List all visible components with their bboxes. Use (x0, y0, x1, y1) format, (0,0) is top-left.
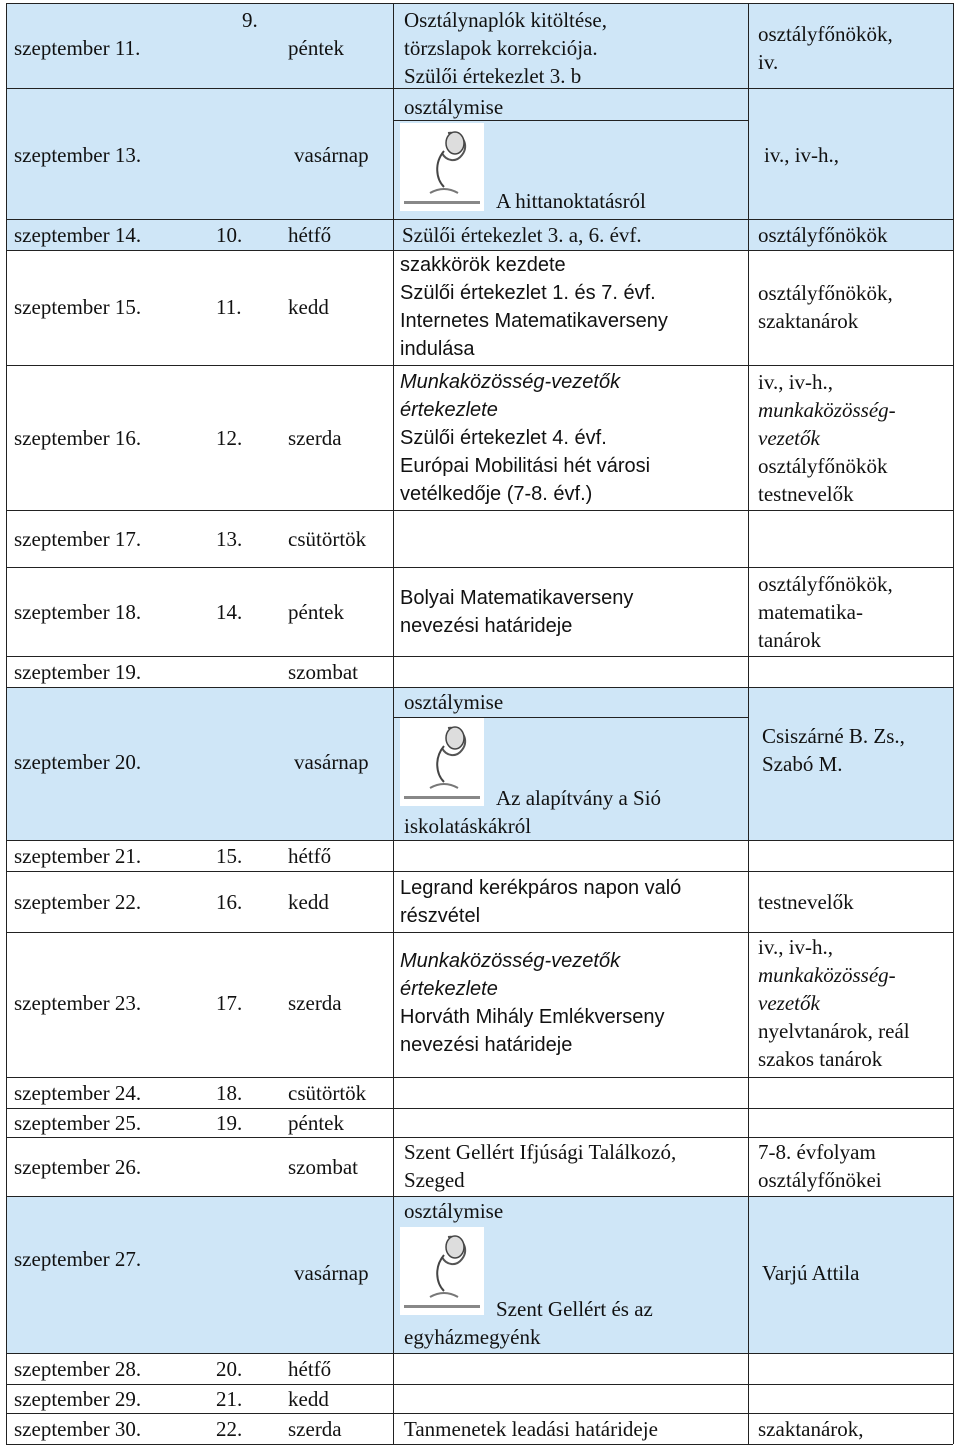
event-line: Szülői értekezlet 1. és 7. évf. (400, 282, 656, 304)
responsible-line: vezetők (758, 426, 820, 450)
table-row (6, 568, 953, 656)
weekday-cell: péntek (288, 600, 344, 624)
responsible-line: iv., iv-h., (758, 935, 834, 959)
table-row (6, 4, 953, 88)
responsible-line: munkaközösség- (758, 398, 896, 422)
day-number: 18. (216, 1081, 243, 1105)
event-line: Legrand kerékpáros napon való (400, 877, 682, 899)
weekday-cell: szerda (288, 426, 342, 450)
responsible-line: osztályfőnökei (758, 1168, 882, 1192)
day-number: 11. (216, 295, 242, 319)
weekday-cell: vasárnap (294, 143, 369, 167)
date-cell: szeptember 15. (14, 295, 142, 319)
table-row (6, 1385, 953, 1413)
day-number: 16. (216, 890, 243, 914)
event-line: Európai Mobilitási hét városi (400, 455, 651, 477)
table-row (6, 841, 953, 871)
responsible-cell: Varjú Attila (762, 1261, 860, 1285)
table-row (6, 1197, 953, 1353)
weekday-cell: kedd (288, 295, 329, 319)
table-row (6, 933, 953, 1077)
event-line: szakkörök kezdete (400, 254, 566, 276)
responsible-cell: szaktanárok, (758, 1417, 864, 1441)
table-row (6, 511, 953, 567)
day-number: 22. (216, 1417, 243, 1441)
responsible-cell (758, 368, 955, 508)
date-cell: szeptember 14. (14, 223, 142, 247)
event-line: Bolyai Matematikaverseny (400, 587, 634, 609)
responsible-line: osztályfőnökök, (758, 572, 893, 596)
date-cell: szeptember 29. (14, 1387, 142, 1411)
responsible-line: szakos tanárok (758, 1047, 883, 1071)
date-cell: szeptember 25. (14, 1111, 142, 1135)
date-cell: szeptember 30. (14, 1417, 142, 1441)
date-cell: szeptember 18. (14, 600, 142, 624)
day-number: 17. (216, 991, 243, 1015)
event-line: törzslapok korrekciója. (404, 36, 598, 60)
event-line: értekezlete (400, 978, 498, 1000)
event-line: nevezési határideje (400, 1034, 573, 1056)
responsible-cell: iv., iv-h., (764, 143, 840, 167)
event-line: indulása (400, 338, 475, 360)
event-line: nevezési határideje (400, 615, 573, 637)
day-number: 20. (216, 1357, 243, 1381)
table-row (6, 366, 953, 510)
event-line: értekezlete (400, 399, 498, 421)
day-number: 13. (216, 527, 243, 551)
weekday-cell: kedd (288, 1387, 329, 1411)
event-caption-continued: iskolatáskákról (404, 814, 532, 838)
event-line: Munkaközösség-vezetők (400, 950, 621, 972)
date-cell: szeptember 21. (14, 844, 142, 868)
weekday-cell: szerda (288, 1417, 342, 1441)
table-row (6, 1138, 953, 1196)
event-heading: osztálymise (404, 690, 504, 714)
responsible-line: osztályfőnökök (758, 454, 888, 478)
event-caption-continued: egyházmegyénk (404, 1325, 541, 1349)
table-row (6, 1078, 953, 1108)
table-row (6, 657, 953, 687)
weekday-cell: szombat (288, 1155, 358, 1179)
responsible-line: Szabó M. (762, 752, 843, 776)
date-cell: szeptember 22. (14, 890, 142, 914)
event-cell: Szülői értekezlet 3. a, 6. évf. (402, 223, 642, 247)
event-caption: Szent Gellért és az (496, 1297, 653, 1321)
responsible-line: matematika- (758, 600, 863, 624)
event-cell (400, 368, 752, 508)
date-cell: szeptember 13. (14, 143, 142, 167)
event-caption: Az alapítvány a Sió (496, 786, 662, 810)
event-line: Szülői értekezlet 3. b (404, 64, 582, 88)
table-row (6, 251, 953, 365)
day-number: 12. (216, 426, 243, 450)
responsible-line: vezetők (758, 991, 820, 1015)
responsible-line: testnevelők (758, 482, 854, 506)
responsible-line: 7-8. évfolyam (758, 1140, 876, 1164)
event-line: Szeged (404, 1168, 465, 1192)
day-number: 10. (216, 223, 243, 247)
table-row (6, 1414, 953, 1444)
weekday-cell: péntek (288, 1111, 344, 1135)
responsible-line: munkaközösség- (758, 963, 896, 987)
weekday-cell: szerda (288, 991, 342, 1015)
table-row (6, 1354, 953, 1384)
responsible-line: osztályfőnökök, (758, 22, 893, 46)
table-row (6, 688, 953, 840)
date-cell: szeptember 16. (14, 426, 142, 450)
responsible-line: nyelvtanárok, reál (758, 1019, 910, 1043)
weekday-cell: csütörtök (288, 1081, 367, 1105)
responsible-line: szaktanárok (758, 309, 859, 333)
event-cell (404, 6, 756, 90)
date-cell: szeptember 19. (14, 660, 142, 684)
weekday-cell: hétfő (288, 844, 332, 868)
table-row (6, 872, 953, 932)
weekday-cell: kedd (288, 890, 329, 914)
event-cell (400, 251, 752, 363)
weekday-cell: hétfő (288, 223, 332, 247)
table-row (6, 220, 953, 250)
date-cell: szeptember 28. (14, 1357, 142, 1381)
microphone-logo-icon (400, 1227, 484, 1315)
weekday-cell: vasárnap (294, 750, 369, 774)
weekday-cell: csütörtök (288, 527, 367, 551)
event-line: Munkaközösség-vezetők (400, 371, 621, 393)
responsible-cell (758, 20, 955, 76)
date-cell: szeptember 11. (14, 36, 141, 60)
event-line: Szülői értekezlet 4. évf. (400, 427, 607, 449)
day-number: 9. (242, 8, 258, 32)
day-number: 14. (216, 600, 243, 624)
day-number: 21. (216, 1387, 243, 1411)
date-cell: szeptember 23. (14, 991, 142, 1015)
event-heading: osztálymise (404, 1199, 504, 1223)
table-row (6, 89, 953, 219)
date-cell: szeptember 17. (14, 527, 142, 551)
responsible-cell (762, 722, 959, 778)
responsible-cell (758, 279, 955, 335)
table-row (6, 1109, 953, 1137)
responsible-line: osztályfőnökök, (758, 281, 893, 305)
responsible-cell (758, 1138, 955, 1194)
event-line: részvétel (400, 905, 481, 927)
day-number: 15. (216, 844, 243, 868)
responsible-line: tanárok (758, 628, 821, 652)
microphone-logo-icon (400, 718, 484, 806)
responsible-cell (758, 570, 955, 654)
event-line: vetélkedője (7-8. évf.) (400, 483, 593, 505)
weekday-cell: vasárnap (294, 1261, 369, 1285)
responsible-cell: osztályfőnökök (758, 223, 888, 247)
event-line: Szent Gellért Ifjúsági Találkozó, (404, 1140, 677, 1164)
event-cell (400, 947, 752, 1059)
responsible-cell: testnevelők (758, 890, 854, 914)
event-cell (400, 874, 752, 930)
weekday-cell: hétfő (288, 1357, 332, 1381)
event-cell: Tanmenetek leadási határideje (404, 1417, 658, 1441)
responsible-line: Csiszárné B. Zs., (762, 724, 905, 748)
date-cell: szeptember 26. (14, 1155, 142, 1179)
event-cell (400, 584, 752, 640)
event-line: Horváth Mihály Emlékverseny (400, 1006, 665, 1028)
event-cell (404, 1138, 756, 1194)
weekday-cell: szombat (288, 660, 358, 684)
weekday-cell: péntek (288, 36, 344, 60)
date-cell: szeptember 20. (14, 750, 142, 774)
event-line: Osztálynaplók kitöltése, (404, 8, 607, 32)
date-cell: szeptember 24. (14, 1081, 142, 1105)
responsible-cell (758, 933, 955, 1073)
responsible-line: iv. (758, 50, 779, 74)
responsible-line: iv., iv-h., (758, 370, 834, 394)
event-line: Internetes Matematikaverseny (400, 310, 668, 332)
date-cell: szeptember 27. (14, 1247, 142, 1271)
event-caption: A hittanoktatásról (496, 189, 646, 213)
microphone-logo-icon (400, 123, 484, 211)
day-number: 19. (216, 1111, 243, 1135)
event-heading: osztálymise (404, 95, 504, 119)
